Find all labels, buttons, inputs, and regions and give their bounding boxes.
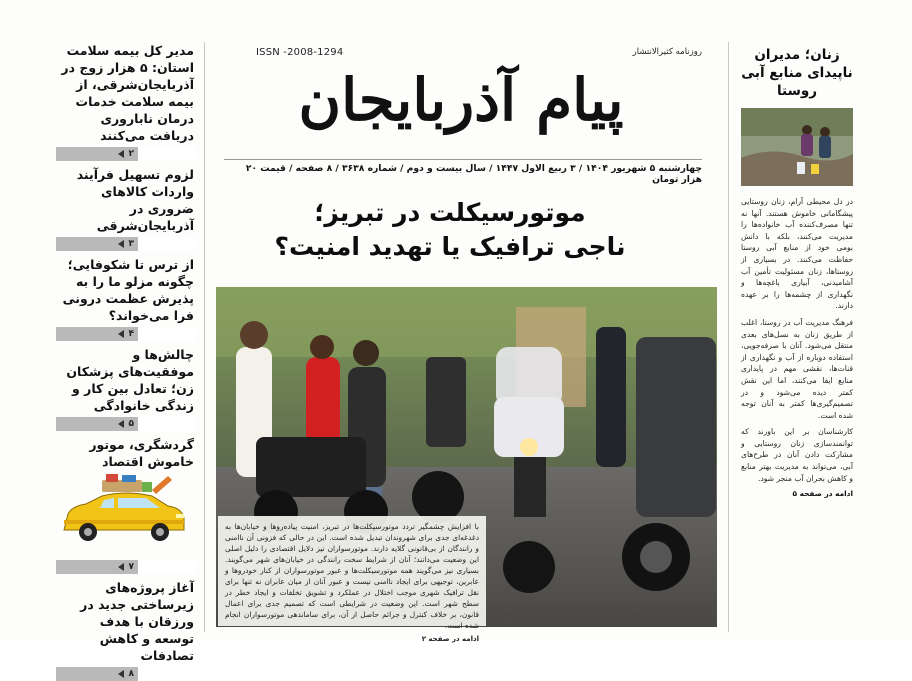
page-arrow-icon	[118, 670, 124, 678]
page-reference	[56, 417, 196, 431]
teaser-title[interactable]: لزوم تسهیل فرآیند واردات کالاهای ضروری در آذربایجان‌شرقی	[76, 167, 194, 233]
continued-link[interactable]: ادامه در صفحه ۲	[421, 635, 479, 643]
page-arrow-icon	[118, 240, 124, 248]
page-arrow-icon	[118, 150, 124, 158]
page-arrow-icon	[118, 563, 124, 571]
teaser-title[interactable]: آغاز پروژه‌های زیرساختی جدید در ورزقان با هدف توسعه و کاهش تصادفات	[80, 580, 194, 663]
newspaper-logo: پیام آذربایجان	[298, 66, 624, 134]
side-headline[interactable]: زنان؛ مدیران ناپیدای منابع آبی روستا	[741, 47, 853, 99]
side-article-body	[737, 196, 857, 484]
teaser-title[interactable]: چالش‌ها و موفقیت‌های پزشکان زن؛ تعادل بین کار و زندگی خانوادگی	[66, 347, 194, 413]
photo-caption	[218, 516, 486, 643]
teaser-title[interactable]: مدیر کل بیمه سلامت استان: ۵ هزار زوج در آذربایجان‌شرقی، از بیمه سلامت خدمات درمان ناباروری دریافت می‌کنند	[61, 43, 194, 143]
side-paragraph: فرهنگ مدیریت آب در روستا، اغلب از طریق زنان به نسل‌های بعدی منتقل می‌شود. آنان با صرفه‌جویی، استفاده دوباره از آب و نگهداری از قنات‌ها، نقشی مهم در پایداری منابع ایفا می‌کنند، اما این نقش کمتر دیده می‌شود و در تصمیم‌گیری‌ها کمتر به آنان توجه شده است.	[741, 317, 853, 420]
teaser-title[interactable]: از ترس تا شکوفایی؛ چگونه مزلو ما را به پذیرش عظمت درونی فرا می‌خواند؟	[62, 257, 194, 323]
page-number: ۵	[128, 419, 134, 429]
issn-number: ISSN -2008-1294	[256, 47, 344, 58]
side-paragraph: کارشناسان بر این باورند که توانمندسازی زنان روستایی و مشارکت دادن آنان در طرح‌های آبی، می‌تواند به مدیریت بهتر منابع و کاهش بحران آب منجر شود.	[741, 427, 853, 483]
page-reference	[56, 560, 196, 574]
page-arrow-icon	[118, 330, 124, 338]
column-divider	[728, 42, 729, 632]
publisher-label: روزنامه کثیرالانتشار	[632, 47, 702, 57]
taxi-illustration-icon	[56, 474, 196, 554]
masthead	[218, 42, 714, 185]
page-number: ۴	[128, 329, 134, 339]
page-reference	[56, 237, 196, 251]
page-number: ۲	[128, 149, 134, 159]
page-number: ۸	[128, 669, 134, 679]
page-number: ۳	[128, 239, 134, 249]
headline-line: موتورسیکلت در تبریز؛	[314, 198, 586, 227]
caption-text: با افزایش چشمگیر تردد موتورسیکلت‌ها در تبریز، امنیت پیاده‌روها و خیابان‌ها به دغدغه‌ای جدی برای شهروندان تبدیل شده است. این در حالی که فزونی آن ناامنی و رانندگان از بی‌قانونی گلایه دارند. موتورسواران نیز دلایل اقتصادی را دلیل اصلی این وضعیت می‌دانند؛ آنان از شرایط سخت رانندگی در خیابان‌های شهر می‌گویند. بسیاری نیز می‌گویند همه موتورسیکلت‌ها و عبور موتورسواران از کنار خودروها و عابرین، توجیهی برای ایجاد ناامنی نیست و عبور آنان از میان عابران نه تنها برای نقل ترافیک شهری موجب اختلال در عملکرد و تشویق تخلفات و ایجاد خطر در سطح شهر است. این وضعیت در شرایطی است که تصمیم جدی برای اعمال قانون، بر خلاف کنترل و جرائم حاصل از آن، برای ساماندهی موتورسواران انجام شده است.	[225, 522, 479, 630]
teaser-title[interactable]: گردشگری، موتور خاموش اقتصاد	[89, 437, 194, 469]
continued-link[interactable]: ادامه در صفحه ۵	[792, 489, 853, 499]
main-headline[interactable]	[230, 196, 670, 264]
column-divider	[204, 42, 205, 632]
tourism-taxi-illustration	[56, 474, 196, 554]
side-paragraph: در دل محیطی آرام، زنان روستایی پیشگامانی خاموش هستند. آنها نه تنها مصرف‌کننده آب خانواده‌ها را مدیریت می‌کنند، بلکه با دانش بومی خود از منابع آبی روستا حفاظت می‌کنند. در بسیاری از روستاها، زنان مسئولیت تأمین آب آشامیدنی، آبیاری باغچه‌ها و نگهداری از چشمه‌ها را بر عهده دارند.	[741, 197, 853, 311]
left-teaser-column	[56, 42, 196, 679]
page-reference	[56, 667, 196, 681]
page-reference	[56, 327, 196, 341]
page-number: ۷	[128, 562, 134, 572]
headline-line: ناجی ترافیک یا تهدید امنیت؟	[274, 232, 626, 261]
page-arrow-icon	[118, 420, 124, 428]
page-reference	[56, 147, 196, 161]
village-water-photo	[741, 108, 853, 186]
side-photo	[741, 108, 853, 186]
right-story-column	[737, 42, 857, 632]
dateline: چهارشنبه ۵ شهریور ۱۴۰۴ / ۳ ربیع الاول ۱۴۴۷ / سال بیست و دوم / شماره ۳۶۳۸ / ۸ صفحه / قیمت ۲۰ هزار تومان	[224, 159, 702, 185]
